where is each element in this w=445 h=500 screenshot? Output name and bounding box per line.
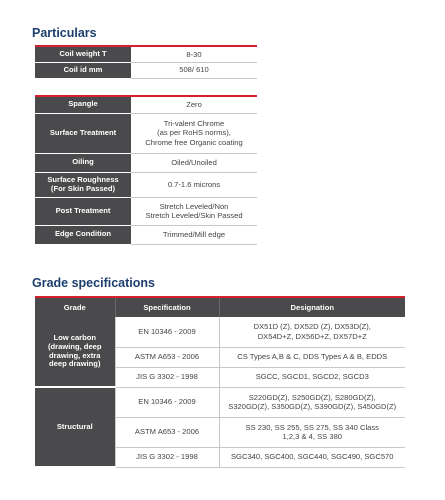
designation-cell: CS Types A,B & C, DDS Types A & B, EDDS [219, 347, 405, 367]
row-label: Coil id mm [35, 62, 131, 78]
grade-low-carbon: Low carbon (drawing, deep drawing, extra deep drawing) [35, 317, 115, 387]
grade-structural: Structural [35, 387, 115, 467]
row-value: Stretch Leveled/Non Stretch Leveled/Skin Passed [131, 197, 257, 225]
header-designation: Designation [219, 297, 405, 317]
table-row [35, 62, 257, 78]
table-row [35, 96, 257, 113]
grade-specifications-title: Grade specifications [32, 276, 155, 290]
particulars-surface-table [35, 95, 257, 245]
table-row [35, 225, 257, 244]
particulars-title: Particulars [32, 26, 97, 40]
row-label: Surface Treatment [35, 113, 131, 153]
row-label: Spangle [35, 96, 131, 113]
spec-cell: ASTM A653 - 2006 [115, 417, 219, 447]
header-specification: Specification [115, 297, 219, 317]
table-row [35, 197, 257, 225]
spec-cell: ASTM A653 - 2006 [115, 347, 219, 367]
table-row [35, 172, 257, 197]
designation-cell: SGC340, SGC400, SGC440, SGC490, SGC570 [219, 447, 405, 467]
designation-cell: S220GD(Z), S250GD(Z), S280GD(Z), S320GD(Z), S350GD(Z), S390GD(Z), S450GD(Z) [219, 387, 405, 417]
designation-cell: SS 230, SS 255, SS 275, SS 340 Class 1,2,3 & 4, SS 380 [219, 417, 405, 447]
designation-cell: SGCC, SGCD1, SGCD2, SGCD3 [219, 367, 405, 387]
table-row [35, 317, 405, 347]
spec-cell: EN 10346 - 2009 [115, 387, 219, 417]
row-value: Tri-valent Chrome (as per RoHS norms), Chrome free Organic coating [131, 113, 257, 153]
row-value: Trimmed/Mill edge [131, 225, 257, 244]
row-value: 508/ 610 [131, 62, 257, 78]
row-label: Oiling [35, 153, 131, 172]
table-header-row [35, 297, 405, 317]
designation-cell: DX51D (Z), DX52D (Z), DX53D(Z), DX54D+Z, DX56D+Z, DX57D+Z [219, 317, 405, 347]
row-value: 0.7-1.6 microns [131, 172, 257, 197]
spec-cell: EN 10346 - 2009 [115, 317, 219, 347]
particulars-coil-table [35, 45, 257, 79]
table-row [35, 153, 257, 172]
grade-specifications-table [35, 296, 405, 468]
row-label: Edge Condition [35, 225, 131, 244]
row-value: 8-30 [131, 46, 257, 62]
row-label: Surface Roughness (For Skin Passed) [35, 172, 131, 197]
spec-cell: JIS G 3302 - 1998 [115, 367, 219, 387]
table-row [35, 46, 257, 62]
table-row [35, 387, 405, 417]
row-value: Oiled/Unoiled [131, 153, 257, 172]
row-label: Coil weight T [35, 46, 131, 62]
table-row [35, 113, 257, 153]
row-value: Zero [131, 96, 257, 113]
header-grade: Grade [35, 297, 115, 317]
row-label: Post Treatment [35, 197, 131, 225]
spec-cell: JIS G 3302 - 1998 [115, 447, 219, 467]
